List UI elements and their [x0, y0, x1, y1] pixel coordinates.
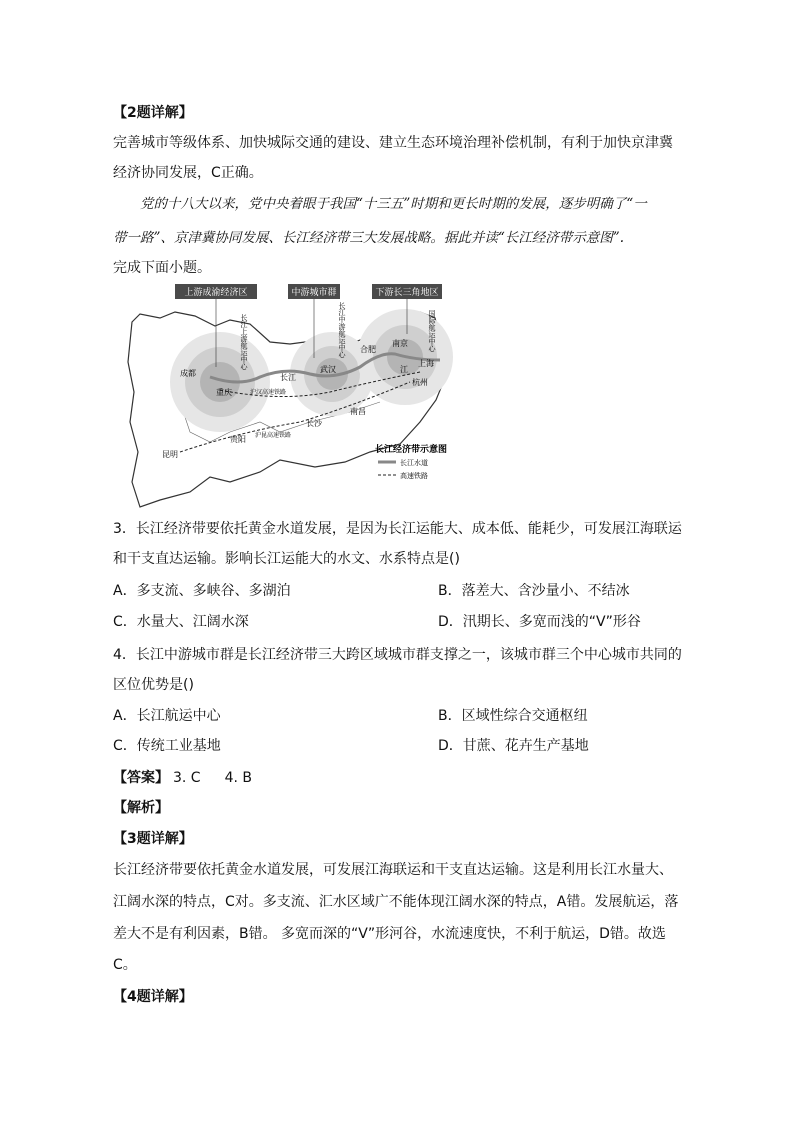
section2-body-line-2: 经济协同发展，C正确。 [113, 165, 263, 181]
q4-option-a[interactable]: A．长江航运中心 [113, 708, 221, 724]
city-guiyang: 贵阳 [230, 435, 246, 444]
yangtze-economic-belt-map [120, 282, 470, 512]
section3-body-line-3: 差大不是有利因素，B错。 多宽而深的“V”形河谷，水流速度快，不利于航运，D错。故选 [113, 926, 666, 942]
river-label: 长江 [280, 373, 296, 382]
q4-option-c[interactable]: C．传统工业基地 [113, 738, 221, 754]
intro-line-1: 党的十八大以来，党中央着眼于我国“十三五”时期和更长时期的发展，逐步明确了“一 [140, 196, 647, 212]
analysis-label: 【解析】 [113, 800, 169, 816]
section3-heading: 【3题详解】 [113, 831, 193, 847]
q4-option-d[interactable]: D．甘蔗、花卉生产基地 [438, 738, 589, 754]
q4-option-b[interactable]: B．区域性综合交通枢纽 [438, 708, 588, 724]
railway-label-hukun: 沪昆高速铁路 [255, 432, 292, 439]
q4-stem-line-1: 4．长江中游城市群是长江经济带三大跨区域城市群支撑之一，该城市群三个中心城市共同的 [113, 647, 682, 663]
answer-q3: 3. C [173, 770, 201, 786]
q3-stem-line-2: 和干支直达运输。影响长江运能大的水文、水系特点是() [113, 551, 460, 567]
q3-option-b[interactable]: B．落差大、含沙量小、不结冰 [438, 583, 630, 599]
center-label-upstream: 长江上游航运中心 [240, 314, 248, 370]
section3-body-line-2: 江阔水深的特点，C对。多支流、汇水区域广不能体现江阔水深的特点，A错。发展航运，落 [113, 894, 679, 910]
legend-railway: 高速铁路 [400, 472, 428, 480]
section2-body-line-1: 完善城市等级体系、加快城际交通的建设、建立生态环境治理补偿机制，有利于加快京津冀 [113, 135, 673, 151]
city-chengdu: 成都 [180, 369, 196, 378]
city-hefei: 合肥 [360, 345, 376, 354]
q3-option-d[interactable]: D．汛期长、多宽而浅的“V”形谷 [438, 614, 641, 630]
q3-stem-line-1: 3．长江经济带要依托黄金水道发展，是因为长江运能大、成本低、能耗少，可发展江海联运 [113, 521, 682, 537]
center-label-downstream: 国际航运中心 [428, 310, 436, 352]
city-hangzhou: 杭州 [412, 378, 428, 387]
section3-body-line-1: 长江经济带要依托黄金水道发展，可发展江海联运和干支直达运输。这是利用长江水量大、 [113, 862, 673, 878]
center-label-midstream: 长江中游航运中心 [338, 302, 346, 358]
intro-line-3: 完成下面小题。 [113, 260, 211, 276]
railway-label-huhan: 沪汉高速铁路 [250, 389, 287, 396]
region-label-downstream: 下游长三角地区 [375, 288, 439, 298]
city-changsha: 长沙 [306, 419, 322, 428]
legend-waterway: 长江水道 [400, 459, 428, 467]
q4-stem-line-2: 区位优势是() [113, 677, 194, 693]
section2-heading: 【2题详解】 [113, 105, 193, 121]
city-kunming: 昆明 [162, 450, 178, 459]
answer-row [113, 768, 256, 788]
answer-q4: 4. B [224, 770, 253, 786]
q3-option-c[interactable]: C．水量大、江阔水深 [113, 614, 249, 630]
city-wuhan: 武汉 [320, 365, 336, 374]
region-label-upstream: 上游成渝经济区 [184, 288, 248, 298]
river-char: 江 [400, 365, 408, 374]
city-chongqing: 重庆 [216, 388, 232, 397]
section3-body-line-4: C。 [113, 957, 137, 973]
region-label-midstream: 中游城市群 [291, 288, 337, 298]
intro-line-2: 带一路”、京津冀协同发展、长江经济带三大发展战略。据此并读“长江经济带示意图”. [113, 230, 624, 246]
upstream-halo [170, 332, 270, 432]
city-nanchang: 南昌 [350, 407, 366, 416]
q3-option-a[interactable]: A．多支流、多峡谷、多湖泊 [113, 583, 291, 599]
city-shanghai: 上海 [418, 359, 434, 368]
map-title: 长江经济带示意图 [375, 445, 448, 455]
city-nanjing: 南京 [392, 339, 408, 348]
section4-heading: 【4题详解】 [113, 989, 193, 1005]
answer-label: 【答案】 [113, 770, 169, 786]
